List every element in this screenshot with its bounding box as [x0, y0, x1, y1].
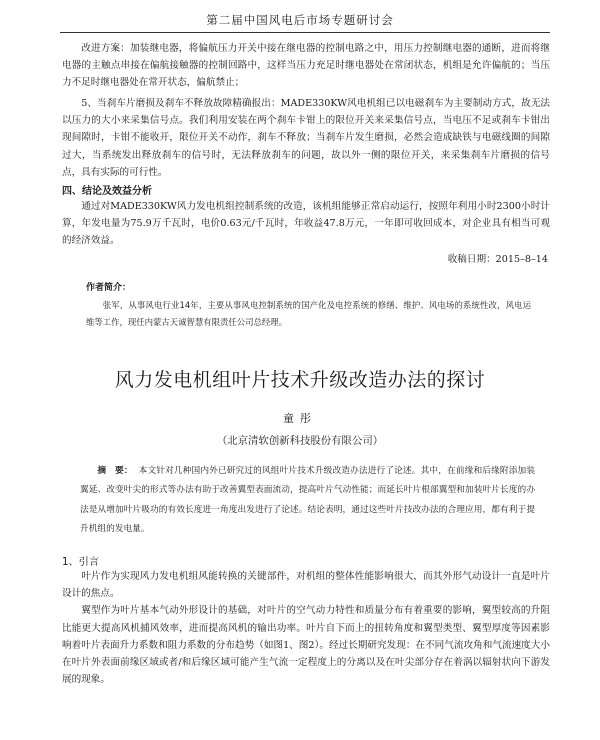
running-header: 第二届中国风电后市场专题研讨会 — [206, 13, 394, 27]
abstract-paragraph — [80, 462, 535, 540]
paragraph-modification-plan — [62, 40, 550, 92]
abstract-label: 摘 要： — [97, 466, 133, 476]
author-intro-heading: 作者简介： — [86, 283, 132, 293]
paper-title: 风力发电机组叶片技术升级改造办法的探讨 — [114, 369, 486, 391]
received-date: 收稿日期：2015–8–14 — [447, 254, 548, 265]
introduction-body — [62, 568, 550, 688]
item-5-text: 5、当刹车片磨损及刹车不释放故障精确报出：MADE330KW风电机组已以电磁刹车为主要制动方式，故无法以压力的大小来采集信号点。我们利用安装在两个刹车卡钳上的限位开关来采集信号点，当电压不足或刹车卡钳出现间隙时，卡钳不能收开，限位开关不动作，刹车不释放；当刹车片发生磨损，必然会造成缺铁与电磁线圈的间隙过大，当系统发出释放刹车的信号时，无法释放刹车的问题，故以外一侧的限位开关，来采集刹车片磨损的信号点，具有实际的可行性。 — [62, 98, 550, 178]
paper-author: 童彤 — [283, 412, 317, 425]
paragraph-item-5 — [62, 95, 550, 181]
abstract — [80, 462, 535, 540]
author-intro-paragraph: 张军，从事风电行业14年，主要从事风电控制系统的国产化及电控系统的修缮、维护、风电场的系统性改，风电运维等工作，现任内蒙古天诚智慧有限责任公司总经理。 — [86, 300, 531, 327]
author-intro-text — [86, 297, 531, 331]
modification-plan-text: 改进方案：加装继电器，将偏航压力开关中接在继电器的控制电路之中，用压力控制继电器的通断，进而将继电器的主触点串接在偏航接触器的控制回路中，这样当压力充足时继电器处在常闭状态，机组是允许偏航的；当压力不足时继电器处在常开状态，偏航禁止； — [62, 43, 550, 89]
section-4-heading: 四、结论及效益分析 — [62, 186, 152, 197]
conclusion-text: 通过对MADE330KW风力发电机组控制系统的改造，该机组能够正常启动运行，按照年利用小时2300小时计算，年发电量为75.9万千瓦时，电价0.63元/千瓦时，年收益47.8万元，一年即可收回成本，对企业具有相当可观的经济效益。 — [62, 201, 550, 247]
intro-paragraph-2: 翼型作为叶片基本气动外形设计的基础，对叶片的空气动力特性和质量分布有着重要的影响，翼型较高的升阻比能更大提高风机捕风效率，进而提高风机的输出功率。叶片自下而上的扭转角度和翼型类型、翼型厚度等因素影响着叶片表面升力系数和阻力系数的分布趋势（如图1、图2）。经过长期研究发现：在不同气流攻角和气流速度大小在叶片外表面前缘区域或者/和后缘区域可能产生气流一定程度上的分离以及在叶尖部分存在着涡以辐射状向下游发展的现象。 — [62, 605, 550, 686]
paper-affiliation: （北京清软创新科技股份有限公司） — [216, 435, 384, 447]
abstract-text: 本文针对几种国内外已研究过的风组叶片技术升级改造办法进行了论述。其中，在前缘和后缘附添加装翼延、改变叶尖的形式等办法有助于改善翼型表面流动，提高叶片气动性能；而延长叶片根部翼型和加装叶片长度的办法是从增加叶片吸功的有效长度进一角度出发进行了论述。结论表明，通过这些叶片技改办法的合理应用，都有利于提升机组的发电量。 — [80, 466, 536, 535]
intro-paragraph-1: 叶片作为实现风力发电机组风能转换的关键部件，对机组的整体性能影响很大，而其外形气动设计一直是叶片设计的焦点。 — [62, 571, 550, 600]
introduction-heading: 1、引言 — [62, 557, 100, 568]
paragraph-conclusion — [62, 198, 550, 250]
header-rule — [60, 32, 550, 33]
